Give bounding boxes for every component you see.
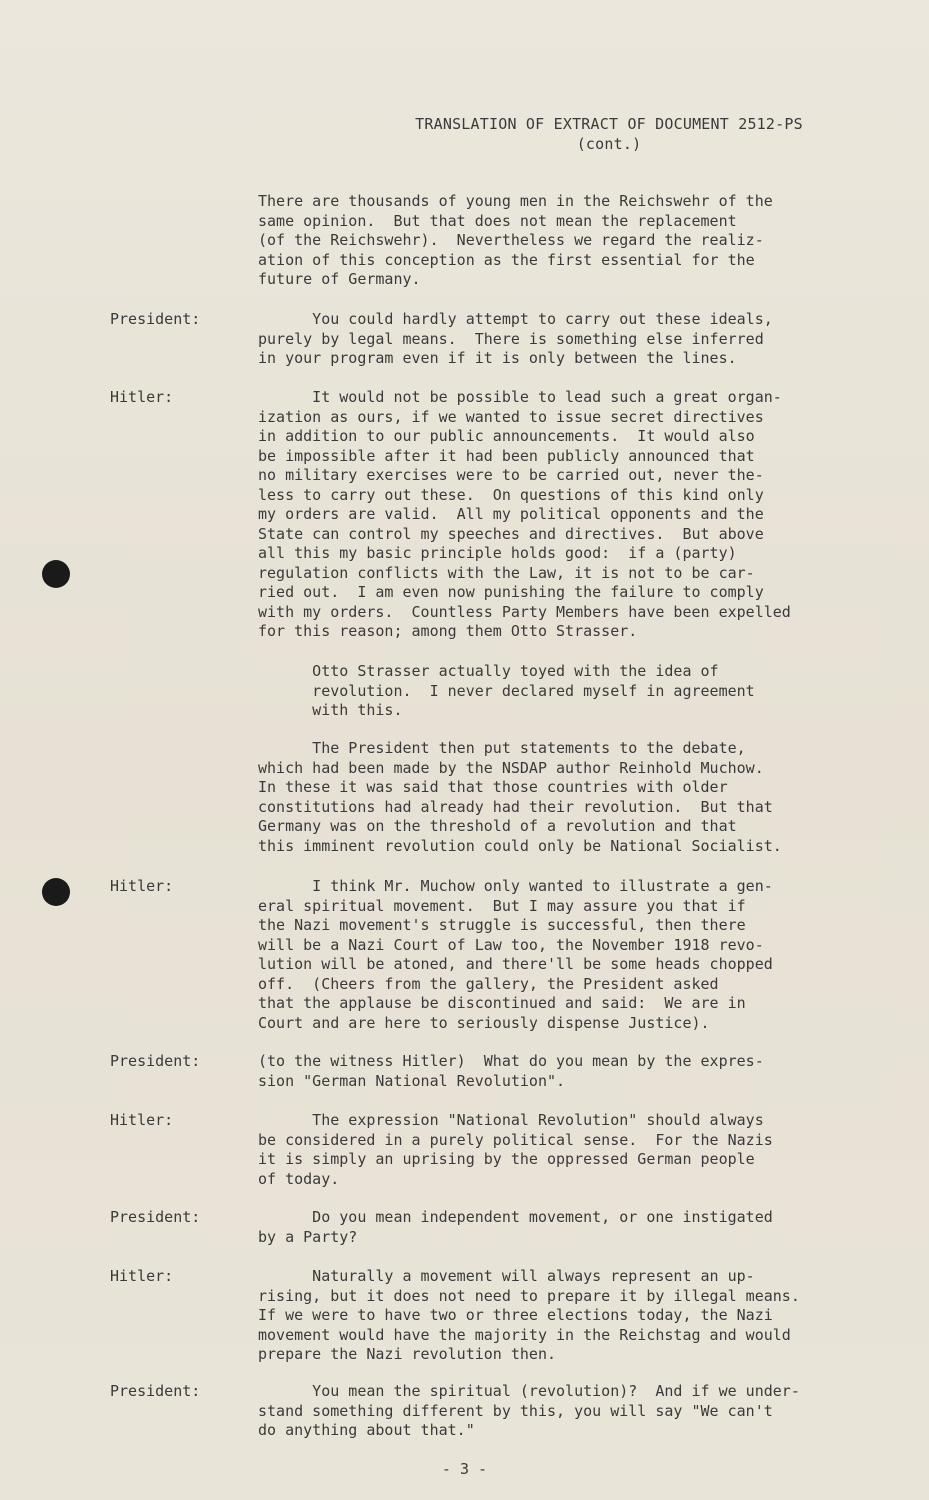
punch-hole-lower [42,878,70,906]
paragraph-text [258,1267,833,1365]
text-line: by a Party? [258,1227,358,1246]
punch-hole-upper [42,560,70,588]
text-line: Otto Strasser actually toyed with the idea of [258,662,719,680]
text-line: ried out. I am even now punishing the failure to comply [258,583,764,601]
paragraph-text [258,739,833,856]
text-line: prepare the Nazi revolution then. [258,1345,557,1363]
text-line: You mean the spiritual (revolution)? And if we under- [258,1382,800,1400]
text-line: of today. [258,1169,340,1188]
document-subtitle: (cont.) [576,135,642,153]
text-line: with this. [258,701,403,719]
text-line: purely by legal means. There is something else inferred [258,329,764,348]
paragraph-text [258,192,833,290]
text-line: There are thousands of young men in the Reichswehr of the [258,192,773,210]
paragraph-text [258,1382,833,1441]
text-line: In these it was said that those countries with older [258,778,728,796]
speaker-label: President: [110,1382,201,1400]
text-line: for this reason; among them Otto Strasser. [258,622,638,640]
speaker-label: President: [110,1208,201,1226]
text-line: State can control my speeches and directives. But above [258,524,764,543]
text-line: Court and are here to seriously dispense Justice). [258,1013,710,1032]
text-line: will be a Nazi Court of Law too, the November 1918 revo- [258,935,764,954]
text-line: future of Germany. [258,270,421,288]
text-line: (of the Reichswehr). Nevertheless we regard the realiz- [258,231,764,249]
text-line: with my orders. Countless Party Members have been expelled [258,602,791,621]
text-line: eral spiritual movement. But I may assure you that if [258,896,746,915]
text-line: It would not be possible to lead such a great organ- [258,388,782,406]
speaker-label: Hitler: [110,1267,174,1285]
speaker-label: President: [110,1052,201,1070]
speaker-label: President: [110,310,201,328]
speaker-label: Hitler: [110,1111,174,1129]
text-line: Naturally a movement will always represent an up- [258,1267,755,1285]
text-line: it is simply an uprising by the oppressed German people [258,1150,755,1168]
text-line: off. (Cheers from the gallery, the President asked [258,974,719,993]
text-line: revolution. I never declared myself in agreement [258,681,755,700]
text-line: stand something different by this, you will say "We can't [258,1401,773,1420]
text-line: same opinion. But that does not mean the replacement [258,211,737,230]
text-line: sion "German National Revolution". [258,1071,566,1090]
text-line: be considered in a purely political sense. For the Nazis [258,1130,773,1149]
paragraph-text [258,877,833,1033]
text-line: lution will be atoned, and there'll be some heads chopped [258,955,773,973]
text-line: I think Mr. Muchow only wanted to illustrate a gen- [258,877,773,895]
text-line: Do you mean independent movement, or one instigated [258,1208,773,1226]
paragraph-text [258,1208,833,1247]
text-line: be impossible after it had been publicly announced that [258,446,755,465]
page-number: - 3 - [441,1460,488,1478]
text-line: no military exercises were to be carried out, never the- [258,466,764,484]
text-line: You could hardly attempt to carry out these ideals, [258,310,773,328]
text-line: rising, but it does not need to prepare it by illegal means. [258,1286,800,1305]
text-line: this imminent revolution could only be National Socialist. [258,836,782,855]
text-line: If we were to have two or three elections today, the Nazi [258,1306,773,1324]
paragraph-text [258,1052,833,1091]
text-line: all this my basic principle holds good: if a (party) [258,544,737,562]
text-line: the Nazi movement's struggle is successful, then there [258,916,746,934]
text-line: less to carry out these. On questions of this kind only [258,485,764,504]
text-line: ization as ours, if we wanted to issue secret directives [258,407,764,426]
text-line: my orders are valid. All my political opponents and the [258,505,764,523]
document-title: TRANSLATION OF EXTRACT OF DOCUMENT 2512-PS [415,115,803,133]
text-line: which had been made by the NSDAP author Reinhold Muchow. [258,758,764,777]
text-line: movement would have the majority in the Reichstag and would [258,1325,791,1344]
text-line: regulation conflicts with the Law, it is not to be car- [258,563,755,582]
paragraph-text [258,1111,833,1189]
text-line: ation of this conception as the first essential for the [258,250,755,269]
text-line: constitutions had already had their revolution. But that [258,797,773,816]
speaker-label: Hitler: [110,388,174,406]
text-line: Germany was on the threshold of a revolution and that [258,817,737,835]
text-line: in addition to our public announcements. It would also [258,427,755,445]
paragraph-text [258,310,833,369]
text-line: (to the witness Hitler) What do you mean by the expres- [258,1052,764,1070]
text-line: The expression "National Revolution" should always [258,1111,764,1129]
text-line: in your program even if it is only between the lines. [258,349,737,367]
paragraph-text [258,388,833,642]
paragraph-text [258,662,833,721]
text-line: do anything about that." [258,1421,475,1439]
text-line: that the applause be discontinued and said: We are in [258,994,746,1012]
text-line: The President then put statements to the debate, [258,739,746,757]
speaker-label: Hitler: [110,877,174,895]
